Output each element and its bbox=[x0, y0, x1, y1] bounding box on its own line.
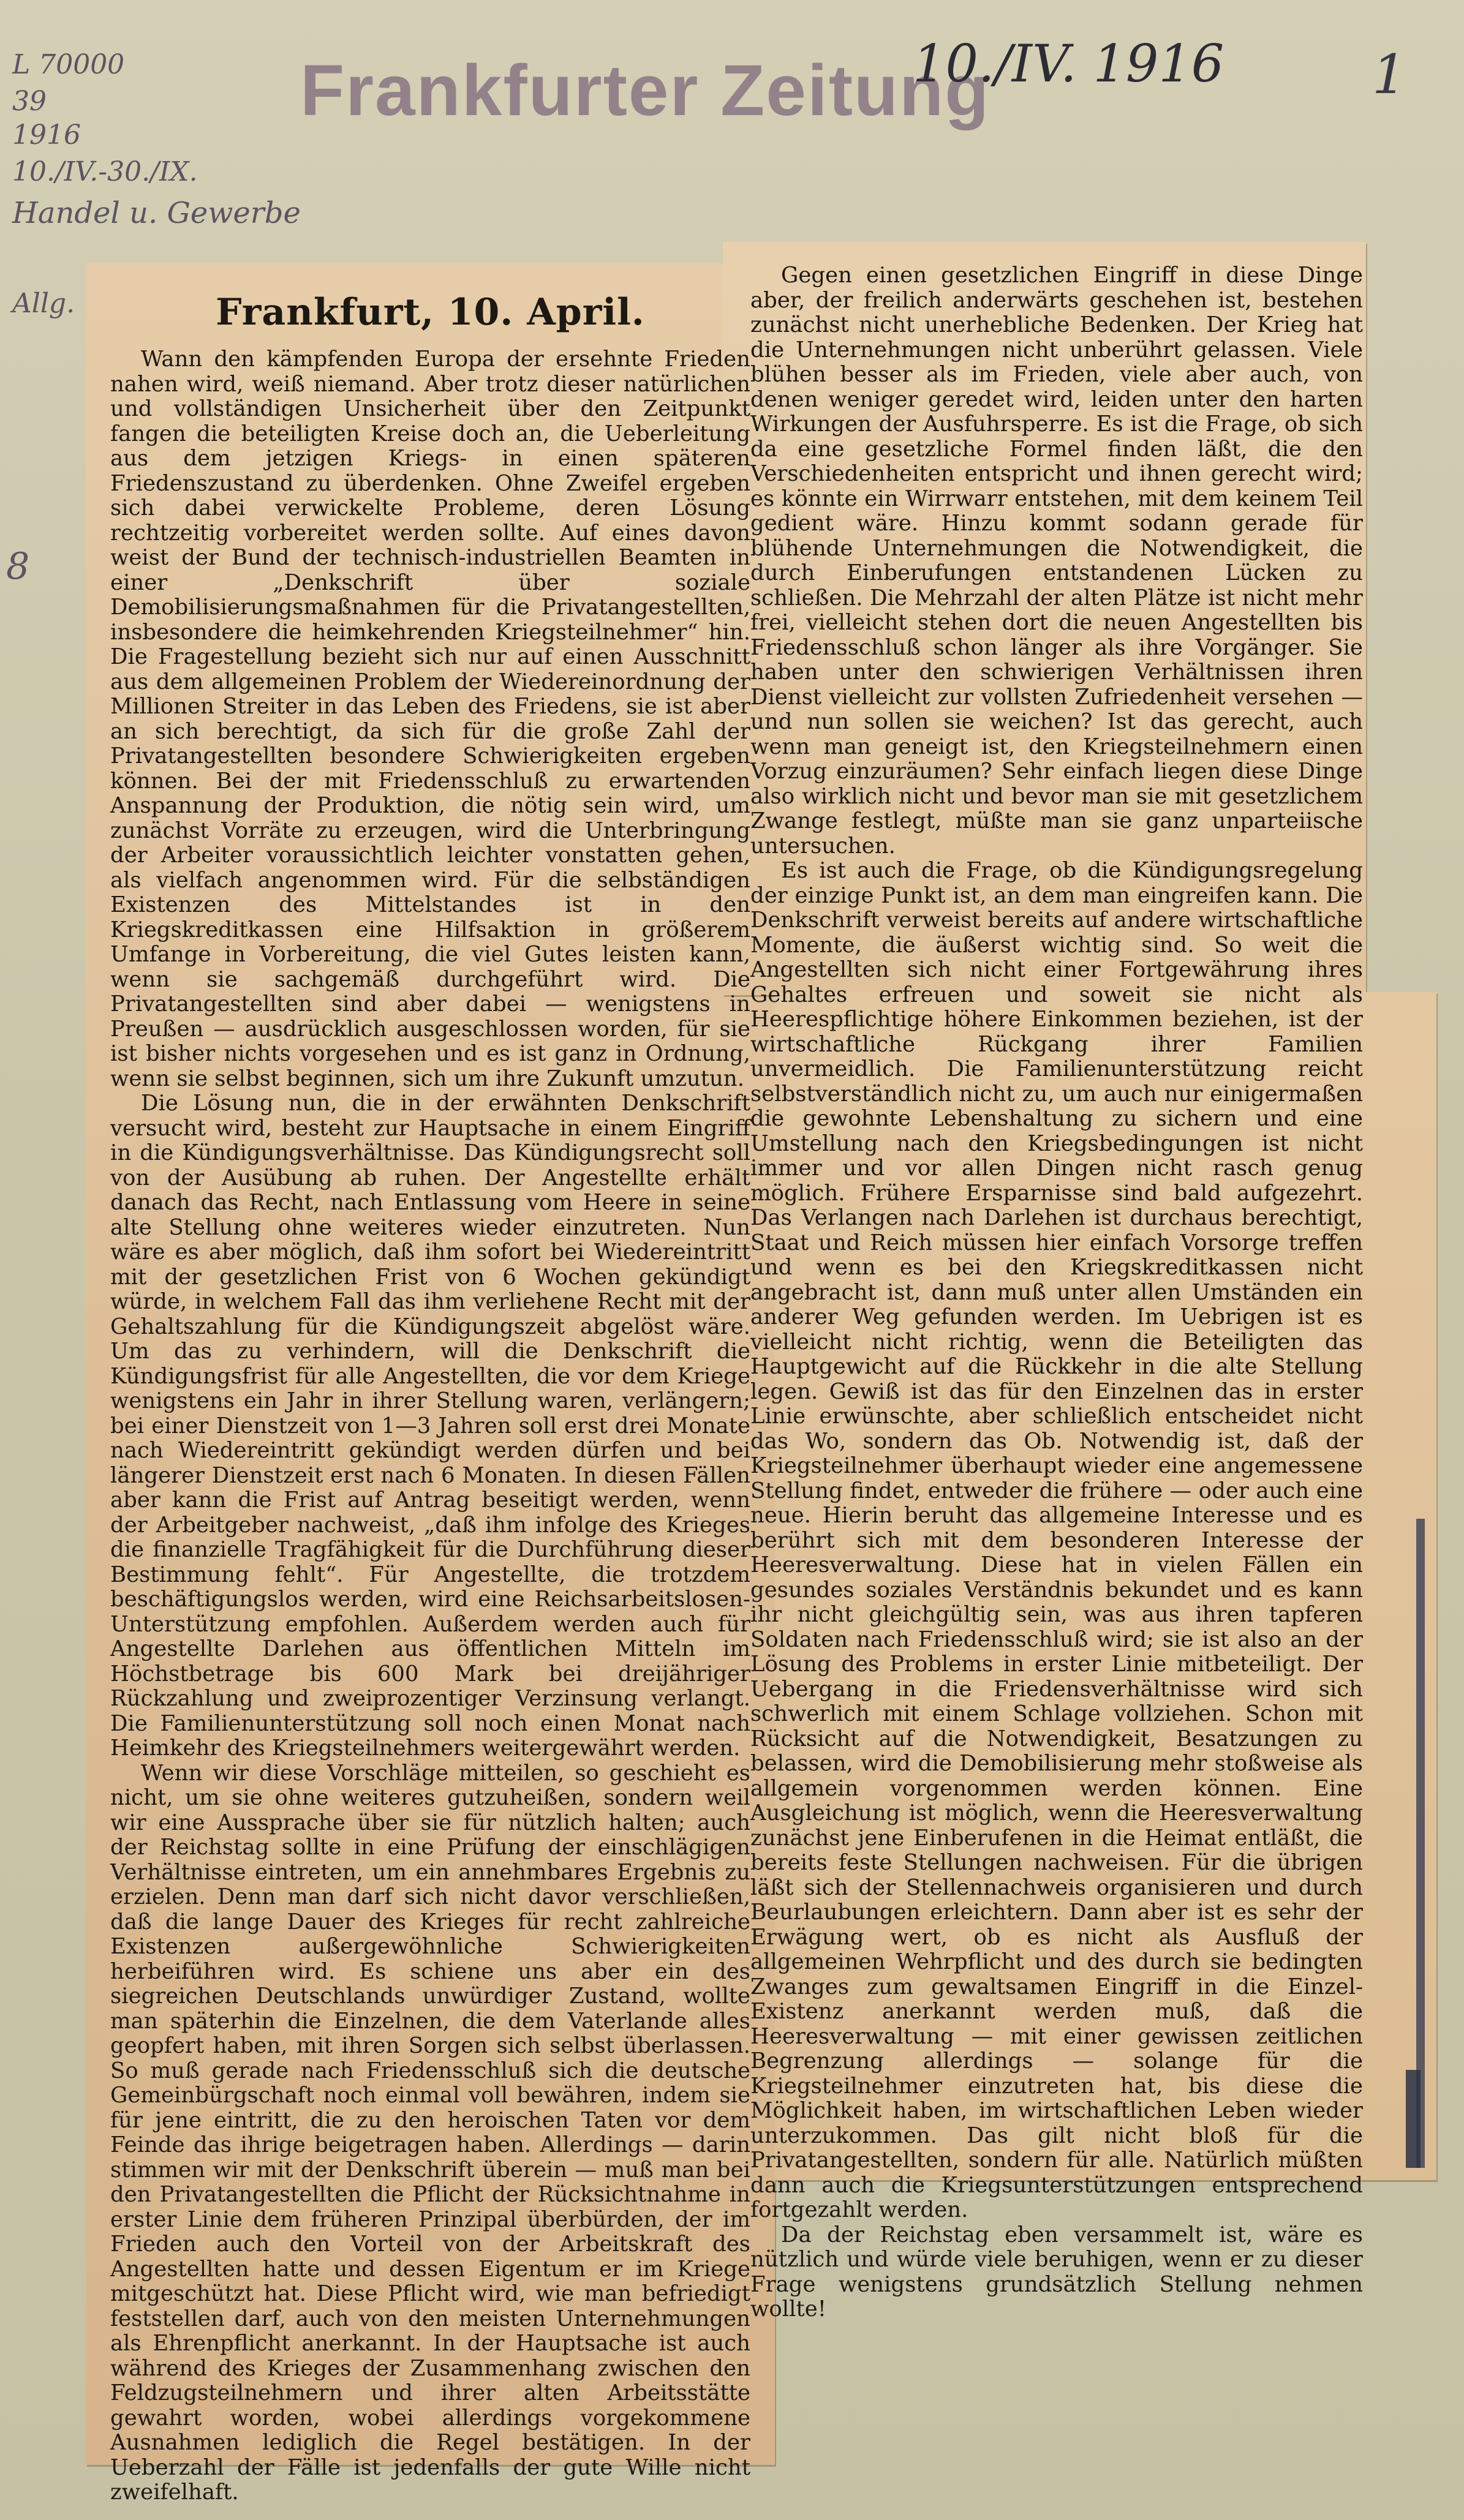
newspaper-stamp: Frankfurter Zeitung bbox=[300, 50, 990, 131]
margin-ink-mark bbox=[1406, 2070, 1421, 2168]
archive-note: 39 bbox=[12, 86, 47, 117]
handwritten-date: 10./IV. 1916 bbox=[913, 34, 1224, 94]
archive-note: Handel u. Gewerbe bbox=[12, 196, 301, 230]
article-column-left bbox=[110, 291, 750, 2505]
article-paragraph: Da der Reichstag eben versammelt ist, wäre es nützlich und würde viele beruhigen, wenn er zu dieser Frage wenigstens grundsätzlich Stellung nehmen wollte! bbox=[750, 2222, 1363, 2322]
archive-note: 10./IV.-30./IX. bbox=[12, 156, 198, 187]
sheet-number: 1 bbox=[1372, 43, 1406, 106]
article-paragraph: Die Lösung nun, die in der erwähnten Denkschrift versucht wird, besteht zur Hauptsache in einem Eingriff in die Kündigungsverhältnisse. Das Kündigungsrecht soll von der Ausübung ab ruhen. Der Angestellte erhält danach das Recht, nach Entlassung vom Heere in seine alte Stellung ohne weiteres wieder einzutreten. Nun wäre es aber möglich, daß ihm sofort bei Wiedereintritt mit der gesetzlichen Frist von 6 Wochen gekündigt würde, in welchem Fall das ihm verliehene Recht mit der Gehaltszahlung für die Kündigungszeit abgelöst wäre. Um das zu verhindern, will die Denkschrift die Kündigungsfrist für alle Angestellten, die vor dem Kriege wenigstens ein Jahr in ihrer Stellung waren, verlängern; bei einer Dienstzeit von 1—3 Jahren soll erst drei Monate nach Wiedereintritt gekündigt werden dürfen und bei längerer Dienstzeit erst nach 6 Monaten. In diesen Fällen aber kann die Frist auf Antrag beseitigt werden, wenn der Arbeitgeber nachweist, „daß ihm infolge des Krieges die finanzielle Tragfähigkeit für die Durchführung dieser Bestimmung fehlt“. Für Angestellte, die trotzdem beschäftigungslos werden, wird eine Reichsarbeitslosen-Unterstützung empfohlen. Außerdem werden auch für Angestellte Darlehen aus öffentlichen Mitteln im Höchstbetrage bis 600 Mark bei dreijähriger Rückzahlung und zweiprozentiger Verzinsung verlangt. Die Familienunterstützung soll noch einen Monat nach Heimkehr des Kriegsteilnehmers weitergewährt werden. bbox=[110, 1091, 750, 1761]
article-paragraph: Gegen einen gesetzlichen Eingriff in diese Dinge aber, der freilich anderwärts geschehen ist, bestehen zunächst nicht unerhebliche Bedenken. Der Krieg hat die Unternehmungen nicht unberührt gelassen. Viele blühen besser als im Frieden, viele aber auch, von denen weniger geredet wird, leiden unter den harten Wirkungen der Ausfuhrsperre. Es ist die Frage, ob sich da eine gesetzliche Formel finden läßt, die den Verschiedenheiten entspricht und ihnen gerecht wird; es könnte ein Wirrwarr entstehen, mit dem keinem Teil gedient wäre. Hinzu kommt sodann gerade für blühende Unternehmungen die Notwendigkeit, die durch Einberufungen entstandenen Lücken zu schließen. Die Mehrzahl der alten Plätze ist nicht mehr frei, vielleicht stehen dort die neuen Angestellten bis Friedensschluß schon länger als ihre Vorgänger. Sie haben unter den schwierigen Verhältnissen ihren Dienst vielleicht zur vollsten Zufriedenheit versehen — und nun sollen sie weichen? Ist das gerecht, auch wenn man geneigt ist, den Kriegsteilnehmern einen Vorzug einzuräumen? Sehr einfach liegen diese Dinge also wirklich nicht und bevor man sie mit gesetzlichem Zwange festlegt, müßte man sie ganz unparteiische untersuchen. bbox=[750, 263, 1363, 859]
archive-note: 1916 bbox=[12, 119, 81, 151]
article-paragraph: Wann den kämpfenden Europa der ersehnte Frieden nahen wird, weiß niemand. Aber trotz dieser natürlichen und vollständigen Unsicherheit über den Zeitpunkt fangen die beteiligten Kreise doch an, die Ueberleitung aus dem jetzigen Kriegs- in einen späteren Friedenszustand zu überdenken. Ohne Zweifel ergeben sich dabei verwickelte Probleme, deren Lösung rechtzeitig vorbereitet werden sollte. Auf eines davon weist der Bund der technisch-industriellen Beamten in einer „Denkschrift über soziale Demobilisierungsmaßnahmen für die Privatangestellten, insbesondere die heimkehrenden Kriegsteilnehmer“ hin. Die Fragestellung bezieht sich nur auf einen Ausschnitt aus dem allgemeinen Problem der Wiedereinordnung der Millionen Streiter in das Leben des Friedens, sie ist aber an sich berechtigt, da sich für die große Zahl der Privatangestellten besondere Schwierigkeiten ergeben können. Bei der mit Friedensschluß zu erwartenden Anspannung der Produktion, die nötig sein wird, um zunächst Vorräte zu erzeugen, wird die Unterbringung der Arbeiter voraussichtlich leichter vonstatten gehen, als vielfach angenommen wird. Für die selbständigen Existenzen des Mittelstandes ist in den Kriegskreditkassen eine Hilfsaktion in größerem Umfange in Vorbereitung, die viel Gutes leisten kann, wenn sie sachgemäß durchgeführt wird. Die Privatangestellten sind aber dabei — wenigstens in Preußen — ausdrücklich ausgeschlossen worden, für sie ist bisher nichts vorgesehen und es ist ganz in Ordnung, wenn sie selbst beginnen, sich um ihre Zukunft umzutun. bbox=[110, 347, 750, 1091]
article-headline: Frankfurt, 10. April. bbox=[216, 291, 645, 334]
article-paragraph: Wenn wir diese Vorschläge mitteilen, so geschieht es nicht, um sie ohne weiteres gutzuheißen, sondern weil wir eine Aussprache über sie für nützlich halten; auch der Reichstag sollte in eine Prüfung der einschlägigen Verhältnisse eintreten, um ein annehmbares Ergebnis zu erzielen. Denn man darf sich nicht davor verschließen, daß die lange Dauer des Krieges für recht zahlreiche Existenzen außergewöhnliche Schwierigkeiten herbeiführen wird. Es schiene uns aber ein des siegreichen Deutschlands unwürdiger Zustand, wollte man späterhin die Einzelnen, die dem Vaterlande alles geopfert haben, mit ihren Sorgen sich selbst überlassen. So muß gerade nach Friedensschluß sich die deutsche Gemeinbürgschaft noch einmal voll bewähren, indem sie für jene eintritt, die zu den heroischen Taten vor dem Feinde das ihrige beigetragen haben. Allerdings — darin stimmen wir mit der Denkschrift überein — muß man bei den Privatangestellten die Pflicht der Rücksichtnahme in erster Linie dem früheren Prinzipal überbürden, der im Frieden auch den Vorteil von der Arbeitskraft des Angestellten hatte und dessen Eigentum er im Kriege mitgeschützt hat. Diese Pflicht wird, wie man befriedigt feststellen darf, auch von den meisten Unternehmungen als Ehrenpflicht anerkannt. In der Hauptsache ist auch während des Krieges der Zusammenhang zwischen den Feldzugsteilnehmern und ihrer alten Arbeitsstätte gewahrt worden, wobei allerdings vorgekommene Ausnahmen lediglich die Regel bestätigen. In der Ueberzahl der Fälle ist jedenfalls der gute Wille nicht zweifelhaft. bbox=[110, 1760, 750, 2505]
article-column-right bbox=[750, 263, 1363, 2322]
article-paragraph: Es ist auch die Frage, ob die Kündigungsregelung der einzige Punkt ist, an dem man eingreifen kann. Die Denkschrift verweist bereits auf andere wirtschaftliche Momente, die äußerst wichtig sind. So weit die Angestellten sich nicht einer Fortgewährung ihres Gehaltes erfreuen und soweit sie nicht als Heerespflichtige höhere Einkommen beziehen, ist der wirtschaftliche Rückgang ihrer Familien unvermeidlich. Die Familienunterstützung reicht selbstverständlich nicht zu, um auch nur einigermaßen die gewohnte Lebenshaltung zu sichern und eine Umstellung nach den Kriegsbedingungen ist nicht immer und vor allen Dingen nicht rasch genug möglich. Frühere Ersparnisse sind bald aufgezehrt. Das Verlangen nach Darlehen ist durchaus berechtigt, Staat und Reich müssen hier einfach Vorsorge treffen und wenn es bei den Kriegskreditkassen nicht angebracht ist, dann muß unter allen Umständen ein anderer Weg gefunden werden. Im Uebrigen ist es vielleicht nicht richtig, wenn die Beteiligten das Hauptgewicht auf die Rückkehr in die alte Stellung legen. Gewiß ist das für den Einzelnen das in erster Linie erwünschte, aber schließlich entscheidet nicht das Wo, sondern das Ob. Notwendig ist, daß der Kriegsteilnehmer überhaupt wieder eine angemessene Stellung findet, entweder die frühere — oder auch eine neue. Hierin beruht das allgemeine Interesse und es berührt sich mit dem besonderen Interesse der Heeresverwaltung. Diese hat in vielen Fällen ein gesundes soziales Verständnis bekundet und es kann ihr nicht gleichgültig sein, was aus ihren tapferen Soldaten nach Friedensschluß wird; sie ist also an der Lösung des Problems in erster Linie mitbeteiligt. Der Uebergang in die Friedensverhältnisse wird sich schwerlich mit einem Schlage vollziehen. Schon mit Rücksicht auf die Notwendigkeit, Besatzungen zu belassen, wird die Demobilisierung mehr stoßweise als allgemein vorgenommen werden können. Eine Ausgleichung ist möglich, wenn die Heeresverwaltung zunächst jene Einberufenen in die Heimat entläßt, die bereits feste Stellungen nachweisen. Für die übrigen läßt sich der Stellennachweis organisieren und durch Beurlaubungen erleichtern. Dann aber ist es sehr der Erwägung wert, ob es nicht als Ausfluß der allgemeinen Wehrpflicht und des durch sie bedingten Zwanges zum gewaltsamen Eingriff in die Einzel-Existenz anerkannt werden muß, daß die Heeresverwaltung — mit einer gewissen zeitlichen Begrenzung allerdings — solange für die Kriegsteilnehmer einzutreten hat, bis diese die Möglichkeit haben, im wirtschaftlichen Leben wieder unterzukommen. Das gilt nicht bloß für die Privatangestellten, sondern für alle. Natürlich müßten dann auch die Kriegsunterstützungen entsprechend fortgezahlt werden. bbox=[750, 858, 1363, 2222]
archive-note: 8 bbox=[6, 545, 30, 588]
archive-note: L 70000 bbox=[12, 49, 125, 80]
archive-note: Allg. bbox=[12, 288, 75, 319]
